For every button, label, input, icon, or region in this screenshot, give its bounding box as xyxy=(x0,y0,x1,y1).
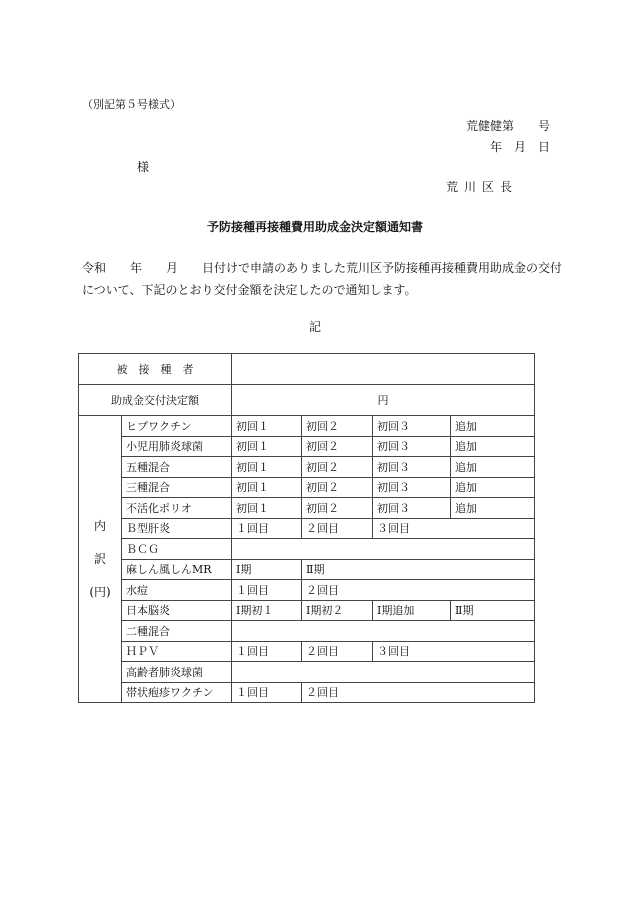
vaccine-row xyxy=(79,580,535,601)
vaccine-name: 麻しん風しんMR xyxy=(122,559,232,580)
breakdown-label-char: 内 xyxy=(93,518,106,533)
notice-line-2: について、下記のとおり交付金額を決定したので通知します。 xyxy=(82,283,417,297)
dose-cell[interactable]: ３回目 xyxy=(373,518,535,539)
form-number-label: （別記第５号様式） xyxy=(82,98,181,111)
vaccine-name: 五種混合 xyxy=(122,457,232,478)
vaccine-row xyxy=(79,621,535,642)
dose-cell[interactable]: 初回１ xyxy=(232,416,302,437)
dose-cell[interactable]: 初回３ xyxy=(373,457,451,478)
dose-cell[interactable] xyxy=(232,662,535,683)
dose-cell[interactable]: Ⅰ期初１ xyxy=(232,600,302,621)
breakdown-label xyxy=(79,416,122,703)
dose-cell[interactable]: Ⅰ期追加 xyxy=(373,600,451,621)
vaccine-name: 帯状疱疹ワクチン xyxy=(122,682,232,703)
dose-cell[interactable]: ２回目 xyxy=(302,641,373,662)
vaccine-row xyxy=(79,662,535,683)
vaccine-row xyxy=(79,477,535,498)
breakdown-label-char: (円) xyxy=(89,584,111,599)
breakdown-label-char: 訳 xyxy=(93,551,106,566)
recipient-field[interactable] xyxy=(232,354,535,385)
vaccine-row xyxy=(79,682,535,703)
vaccine-row xyxy=(79,416,535,437)
dose-cell[interactable]: ２回目 xyxy=(302,580,535,601)
sender: 荒川区長 xyxy=(445,180,518,194)
dose-cell[interactable]: Ⅰ期初２ xyxy=(302,600,373,621)
dose-cell[interactable]: 初回３ xyxy=(373,436,451,457)
dose-cell[interactable]: 初回２ xyxy=(302,436,373,457)
vaccine-row xyxy=(79,600,535,621)
document-date: 年 月 日 xyxy=(489,140,550,154)
dose-cell[interactable]: 初回１ xyxy=(232,457,302,478)
dose-cell[interactable]: 追加 xyxy=(451,477,535,498)
dose-cell[interactable]: 初回１ xyxy=(232,477,302,498)
vaccine-name: 不活化ポリオ xyxy=(122,498,232,519)
dose-cell[interactable] xyxy=(232,621,535,642)
dose-cell[interactable]: 初回２ xyxy=(302,498,373,519)
dose-cell[interactable] xyxy=(232,539,535,560)
dose-cell[interactable]: １回目 xyxy=(232,641,302,662)
dose-cell[interactable]: ３回目 xyxy=(373,641,535,662)
vaccine-row xyxy=(79,539,535,560)
dose-cell[interactable]: １回目 xyxy=(232,682,302,703)
dose-cell[interactable]: 追加 xyxy=(451,436,535,457)
addressee: 様 xyxy=(137,160,150,174)
vaccine-name: ＢＣＧ xyxy=(122,539,232,560)
dose-cell[interactable]: ２回目 xyxy=(302,518,373,539)
vaccine-name: 日本脳炎 xyxy=(122,600,232,621)
dose-cell[interactable]: １回目 xyxy=(232,518,302,539)
dose-cell[interactable]: 追加 xyxy=(451,457,535,478)
dose-cell[interactable]: 初回１ xyxy=(232,498,302,519)
dose-cell[interactable]: Ⅰ期 xyxy=(232,559,302,580)
amount-field[interactable]: 円 xyxy=(232,385,535,416)
vaccine-name: 二種混合 xyxy=(122,621,232,642)
ki-heading: 記 xyxy=(308,320,321,334)
vaccine-row xyxy=(79,559,535,580)
dose-cell[interactable]: １回目 xyxy=(232,580,302,601)
dose-cell[interactable]: 初回２ xyxy=(302,416,373,437)
vaccine-name: 高齢者肺炎球菌 xyxy=(122,662,232,683)
recipient-label: 被 接 種 者 xyxy=(79,354,232,385)
vaccine-name: 三種混合 xyxy=(122,477,232,498)
vaccine-name: 小児用肺炎球菌 xyxy=(122,436,232,457)
vaccine-name: ＨＰＶ xyxy=(122,641,232,662)
vaccine-row xyxy=(79,436,535,457)
dose-cell[interactable]: 初回２ xyxy=(302,457,373,478)
vaccine-name: ヒブワクチン xyxy=(122,416,232,437)
dose-cell[interactable]: Ⅱ期 xyxy=(302,559,535,580)
dose-cell[interactable]: ２回目 xyxy=(302,682,535,703)
vaccine-row xyxy=(79,457,535,478)
vaccine-name: 水痘 xyxy=(122,580,232,601)
amount-label: 助成金交付決定額 xyxy=(79,385,232,416)
dose-cell[interactable]: Ⅱ期 xyxy=(451,600,535,621)
vaccine-row xyxy=(79,518,535,539)
dose-cell[interactable]: 初回３ xyxy=(373,498,451,519)
dose-cell[interactable]: 初回３ xyxy=(373,477,451,498)
dose-cell[interactable]: 追加 xyxy=(451,416,535,437)
document-title: 予防接種再接種費用助成金決定額通知書 xyxy=(206,220,423,234)
notice-body xyxy=(82,257,563,301)
dose-cell[interactable]: 初回１ xyxy=(232,436,302,457)
dose-cell[interactable]: 初回３ xyxy=(373,416,451,437)
vaccine-row xyxy=(79,641,535,662)
notice-line-1: 令和 年 月 日付けで申請のありました荒川区予防接種再接種費用助成金の交付 xyxy=(82,261,563,275)
document-number: 荒健健第 号 xyxy=(465,119,550,133)
vaccine-row xyxy=(79,498,535,519)
subsidy-table xyxy=(78,353,535,703)
dose-cell[interactable]: 追加 xyxy=(451,498,535,519)
vaccine-name: Ｂ型肝炎 xyxy=(122,518,232,539)
dose-cell[interactable]: 初回２ xyxy=(302,477,373,498)
